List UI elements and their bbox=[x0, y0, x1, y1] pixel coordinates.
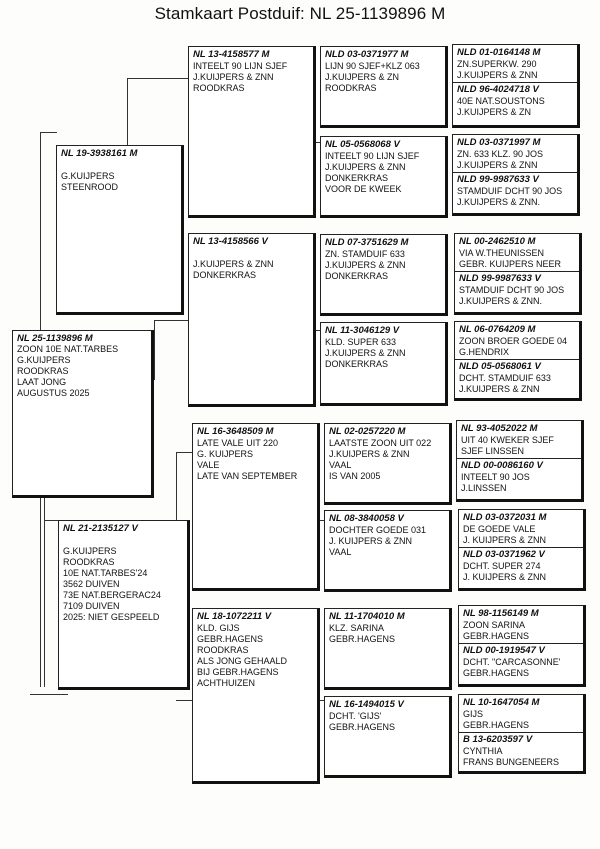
info-line: ROODKRAS bbox=[325, 83, 377, 93]
ring-number: NL 19-3938161 M bbox=[61, 148, 138, 159]
ring-number: NL 11-3046129 V bbox=[325, 325, 400, 336]
info-line: J.KUIJPERS & ZNN bbox=[457, 160, 538, 170]
connector-line bbox=[127, 78, 128, 146]
ring-number: NL 02-0257220 M bbox=[329, 426, 406, 437]
ancestor-card bbox=[320, 322, 448, 406]
ancestor-pair-card bbox=[458, 605, 586, 687]
info-line: 2025: NIET GESPEELD bbox=[63, 612, 160, 622]
info-line: LATE VALE UIT 220 bbox=[197, 438, 279, 448]
info-line: DE GOEDE VALE bbox=[463, 524, 536, 534]
ring-number: NL 13-4158566 V bbox=[193, 236, 268, 247]
ancestor-card bbox=[324, 696, 452, 778]
info-line: VOOR DE KWEEK bbox=[325, 184, 402, 194]
info-line: ROODKRAS bbox=[63, 557, 115, 567]
info-line: 40E NAT.SOUSTONS bbox=[457, 96, 545, 106]
info-line: KLD. SUPER 633 bbox=[325, 337, 397, 347]
info-line: J.KUIJPERS & ZNN bbox=[457, 70, 538, 80]
ancestor-card bbox=[324, 423, 452, 505]
info-line: J.KUIJPERS & ZNN bbox=[193, 259, 274, 269]
info-line: CYNTHIA bbox=[463, 746, 503, 756]
info-line: J.KUIJPERS & ZNN bbox=[325, 260, 406, 270]
ring-number: NLD 03-0371962 V bbox=[463, 549, 545, 560]
info-line: J.KUIJPERS & ZNN bbox=[459, 384, 540, 394]
connector-line bbox=[40, 497, 41, 687]
info-line: 73E NAT.BERGERAC24 bbox=[63, 590, 161, 600]
info-line: AUGUSTUS 2025 bbox=[17, 388, 90, 398]
info-line: GEBR.HAGENS bbox=[463, 668, 530, 678]
ancestor-card bbox=[320, 234, 448, 316]
info-line: ACHTHUIZEN bbox=[197, 678, 255, 688]
ring-number: NLD 05-0568061 V bbox=[459, 361, 541, 372]
ring-number: NLD 00-0086160 V bbox=[461, 460, 543, 471]
info-line: J.KUIJPERS & ZNN bbox=[193, 72, 274, 82]
info-line: G.KUIJPERS bbox=[63, 546, 117, 556]
ancestor-pair-card bbox=[454, 321, 582, 401]
ancestor-card bbox=[320, 46, 448, 128]
info-line: GEBR.HAGENS bbox=[463, 631, 530, 641]
info-line: GEBR.HAGENS bbox=[463, 720, 530, 730]
connector-line bbox=[40, 132, 41, 330]
info-line: J.KUIJPERS & ZN bbox=[457, 107, 532, 117]
ring-number: NL 10-1647054 M bbox=[463, 697, 540, 708]
info-line: ZOON BROER GOEDE 04 bbox=[459, 336, 568, 346]
info-line: INTEELT 90 LIJN SJEF bbox=[193, 61, 288, 71]
connector-line bbox=[30, 694, 68, 695]
info-line: DCHT. "CARCASONNE' bbox=[463, 657, 561, 667]
ring-number: NL 21-2135127 V bbox=[63, 523, 138, 534]
ring-number: B 13-6203597 V bbox=[463, 734, 533, 745]
info-line: ROODKRAS bbox=[17, 366, 69, 376]
info-line: G.KUIJPERS bbox=[17, 355, 71, 365]
page-title: Stamkaart Postduif: NL 25-1139896 M bbox=[154, 4, 446, 23]
subject-pigeon-card bbox=[12, 330, 154, 498]
info-line: DONKERKRAS bbox=[325, 271, 389, 281]
connector-line bbox=[40, 132, 57, 133]
info-line: DCHT. SUPER 274 bbox=[463, 561, 541, 571]
ring-number: NL 13-4158577 M bbox=[193, 49, 270, 60]
info-line: GEBR.HAGENS bbox=[329, 722, 396, 732]
maternal-grandfather-card bbox=[192, 423, 320, 591]
ancestor-card bbox=[324, 608, 452, 690]
info-line: ZN. 633 KLZ. 90 JOS bbox=[457, 149, 544, 159]
info-line: GEBR.HAGENS bbox=[329, 634, 396, 644]
info-line: LATE VAN SEPTEMBER bbox=[197, 471, 298, 481]
ancestor-pair-card bbox=[452, 44, 580, 128]
connector-line bbox=[154, 320, 188, 321]
mother-card bbox=[58, 520, 190, 690]
info-line: VIA W.THEUNISSEN bbox=[459, 248, 545, 258]
info-line: ZOON SARINA bbox=[463, 620, 526, 630]
info-line: ZOON 10E NAT.TARBES bbox=[17, 344, 119, 354]
info-line: DONKERKRAS bbox=[325, 359, 389, 369]
ring-number: NLD 03-0371977 M bbox=[325, 49, 409, 60]
info-line: IS VAN 2005 bbox=[329, 471, 381, 481]
maternal-grandmother-card bbox=[192, 608, 320, 784]
info-line: DOCHTER GOEDE 031 bbox=[329, 525, 427, 535]
ring-number: NLD 99-9987633 V bbox=[457, 174, 539, 185]
ring-number: NL 06-0764209 M bbox=[459, 324, 536, 335]
ancestor-card bbox=[324, 510, 452, 592]
info-line: G.HENDRIX bbox=[459, 347, 510, 357]
info-line: ALS JONG GEHAALD bbox=[197, 656, 288, 666]
ring-number: NLD 07-3751629 M bbox=[325, 237, 409, 248]
info-line: 7109 DUIVEN bbox=[63, 601, 120, 611]
ring-number: NLD 03-0372031 M bbox=[463, 512, 547, 523]
ring-number: NL 16-1494015 V bbox=[329, 699, 404, 710]
ring-number: NLD 01-0164148 M bbox=[457, 47, 541, 58]
info-line: GIJS bbox=[463, 709, 484, 719]
ring-number: NL 16-3648509 M bbox=[197, 426, 274, 437]
info-line: ZN.SUPERKW. 290 bbox=[457, 59, 537, 69]
ring-number: NL 98-1156149 M bbox=[463, 608, 539, 619]
connector-line bbox=[127, 78, 188, 79]
info-line: SJEF LINSSEN bbox=[461, 446, 525, 456]
info-line: KLZ. SARINA bbox=[329, 623, 385, 633]
info-line: ROODKRAS bbox=[197, 645, 249, 655]
paternal-grandmother-card bbox=[188, 233, 316, 407]
info-line: DCHT. STAMDUIF 633 bbox=[459, 373, 551, 383]
info-line: VAAL bbox=[329, 547, 352, 557]
ring-number: NLD 99-9987633 V bbox=[459, 273, 541, 284]
info-line: STEENROOD bbox=[61, 182, 119, 192]
info-line: VAAL bbox=[329, 460, 352, 470]
info-line: GEBR. KUIJPERS NEER bbox=[459, 259, 562, 269]
paternal-grandfather-card bbox=[188, 46, 316, 218]
info-line: J.KUIJPERS & ZNN. bbox=[459, 296, 543, 306]
info-line: LAATSTE ZOON UIT 022 bbox=[329, 438, 432, 448]
ancestor-pair-card bbox=[458, 509, 586, 591]
info-line: ROODKRAS bbox=[193, 83, 245, 93]
info-line: J. KUIJPERS & ZNN bbox=[463, 572, 547, 582]
info-line: KLD. GIJS bbox=[197, 623, 240, 633]
info-line: DCHT. 'GIJS' bbox=[329, 711, 382, 721]
ancestor-pair-card bbox=[456, 420, 584, 502]
info-line: G. KUIJPERS bbox=[197, 449, 254, 459]
info-line: FRANS BUNGENEERS bbox=[463, 757, 560, 767]
connector-line bbox=[176, 452, 177, 520]
info-line: 10E NAT.TARBES'24 bbox=[63, 568, 148, 578]
ring-number: NL 08-3840058 V bbox=[329, 513, 404, 524]
info-line: J.LINSSEN bbox=[461, 483, 507, 493]
info-line: INTEELT 90 JOS bbox=[461, 472, 530, 482]
info-line: DONKERKRAS bbox=[325, 173, 389, 183]
ring-number: NL 00-2462510 M bbox=[459, 236, 536, 247]
ring-number: NL 18-1072211 V bbox=[197, 611, 272, 622]
info-line: 3562 DUIVEN bbox=[63, 579, 120, 589]
ring-number: NLD 96-4024718 V bbox=[457, 84, 539, 95]
info-line: LAAT JONG bbox=[17, 377, 67, 387]
info-line: J.KUIJPERS & ZNN bbox=[329, 449, 410, 459]
info-line: BIJ GEBR.HAGENS bbox=[197, 667, 279, 677]
info-line: J.KUIJPERS & ZNN bbox=[325, 348, 406, 358]
info-line: STAMDUIF DCHT 90 JOS bbox=[459, 285, 565, 295]
info-line: J.KUIJPERS & ZN bbox=[325, 72, 400, 82]
connector-line bbox=[44, 497, 45, 687]
info-line: STAMDUIF DCHT 90 JOS bbox=[457, 186, 563, 196]
father-card bbox=[56, 145, 184, 315]
ring-number: NL 25-1139896 M bbox=[17, 333, 93, 344]
ring-number: NLD 00-1919547 V bbox=[463, 645, 545, 656]
info-line: LIJN 90 SJEF+KLZ 063 bbox=[325, 61, 420, 71]
info-line: UIT 40 KWEKER SJEF bbox=[461, 435, 554, 445]
info-line: VALE bbox=[197, 460, 220, 470]
ring-number: NL 05-0568068 V bbox=[325, 139, 400, 150]
info-line: J. KUIJPERS & ZNN bbox=[463, 535, 547, 545]
info-line: DONKERKRAS bbox=[193, 270, 257, 280]
ring-number: NL 11-1704010 M bbox=[329, 611, 405, 622]
connector-line bbox=[154, 320, 155, 380]
info-line: J.KUIJPERS & ZNN bbox=[325, 162, 406, 172]
ring-number: NLD 03-0371997 M bbox=[457, 137, 541, 148]
ancestor-pair-card bbox=[458, 694, 586, 774]
info-line: GEBR.HAGENS bbox=[197, 634, 264, 644]
info-line: J.KUIJPERS & ZNN. bbox=[457, 197, 541, 207]
info-line: J. KUIJPERS & ZNN bbox=[329, 536, 413, 546]
info-line: ZN. STAMDUIF 633 bbox=[325, 249, 405, 259]
ancestor-pair-card bbox=[452, 134, 580, 216]
ancestor-pair-card bbox=[454, 233, 582, 315]
ancestor-card bbox=[320, 136, 448, 218]
ring-number: NL 93-4052022 M bbox=[461, 423, 538, 434]
info-line: INTEELT 90 LIJN SJEF bbox=[325, 151, 420, 161]
info-line: G.KUIJPERS bbox=[61, 171, 115, 181]
